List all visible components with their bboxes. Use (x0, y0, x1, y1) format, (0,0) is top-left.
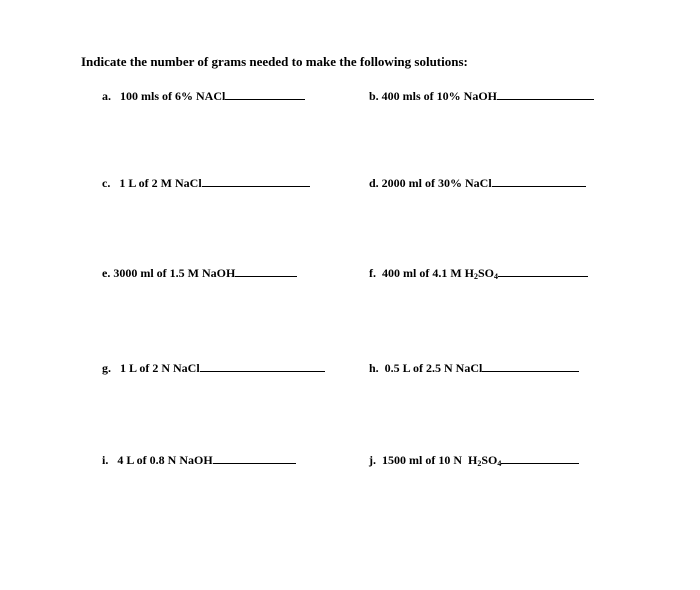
question-b (369, 88, 594, 104)
subscript-4: 4 (497, 459, 502, 468)
question-e (102, 265, 297, 281)
answer-blank-f[interactable] (498, 265, 588, 277)
question-a (102, 88, 305, 104)
question-g-text: g. 1 L of 2 N NaCl (102, 361, 200, 375)
question-c (102, 175, 310, 191)
answer-blank-g[interactable] (200, 360, 325, 372)
question-h (369, 360, 579, 376)
question-a-text: a. 100 mls of 6% NACl (102, 89, 226, 103)
question-j-text: j. 1500 ml of 10 N $H_2SO_4$ (369, 453, 502, 468)
question-f (369, 265, 588, 281)
worksheet-title: Indicate the number of grams needed to make the following solutions: (81, 54, 468, 69)
question-i (102, 452, 296, 468)
answer-blank-j[interactable] (501, 452, 579, 464)
answer-blank-a[interactable] (225, 88, 305, 100)
subscript-4: 4 (494, 272, 498, 281)
answer-blank-d[interactable] (492, 175, 586, 187)
answer-blank-i[interactable] (213, 452, 296, 464)
question-c-text: c. 1 L of 2 M NaCl (102, 176, 202, 190)
answer-blank-c[interactable] (202, 175, 310, 187)
answer-blank-e[interactable] (235, 265, 297, 277)
question-i-text: i. 4 L of 0.8 N NaOH (102, 453, 213, 467)
answer-blank-h[interactable] (482, 360, 579, 372)
subscript-2: 2 (477, 459, 482, 468)
subscript-2: 2 (473, 272, 478, 281)
question-j (369, 452, 579, 468)
question-g (102, 360, 325, 376)
question-d-text: d. 2000 ml of 30% NaCl (369, 176, 492, 190)
question-d (369, 175, 586, 191)
question-h-text: h. 0.5 L of 2.5 N NaCl (369, 361, 483, 375)
question-e-text: e. 3000 ml of 1.5 M NaOH (102, 266, 236, 280)
question-b-text: b. 400 mls of 10% NaOH (369, 89, 498, 103)
answer-blank-b[interactable] (497, 88, 594, 100)
question-f-text: f. 400 ml of 4.1 M $H_2SO_4$ (369, 266, 498, 281)
